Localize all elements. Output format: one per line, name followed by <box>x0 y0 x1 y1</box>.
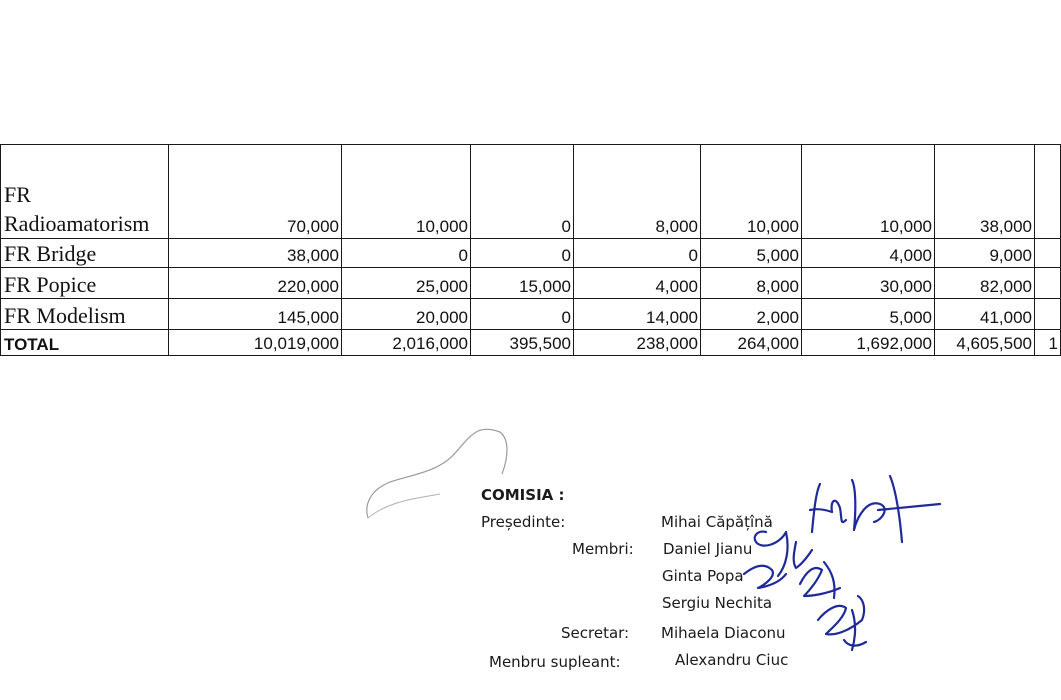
table-cell: 0 <box>342 239 471 268</box>
table-cell <box>1035 145 1061 239</box>
president-role: Președinte: <box>481 513 566 531</box>
member-name: Ginta Popa <box>662 567 744 585</box>
table-cell: 0 <box>574 239 701 268</box>
table-cell <box>1035 239 1061 268</box>
table-cell: 220,000 <box>169 268 342 299</box>
table-cell: 10,000 <box>802 145 935 239</box>
table-cell <box>1035 299 1061 330</box>
table-cell: 1 <box>1035 330 1061 356</box>
table-cell: 10,000 <box>701 145 802 239</box>
table-cell: 30,000 <box>802 268 935 299</box>
table-row <box>1 145 1061 239</box>
table-row <box>1 299 1061 330</box>
table-cell: 2,016,000 <box>342 330 471 356</box>
table-cell: 8,000 <box>701 268 802 299</box>
substitute-role: Menbru supleant: <box>489 653 621 671</box>
table-cell: 2,000 <box>701 299 802 330</box>
table-cell: 25,000 <box>342 268 471 299</box>
table-cell: 145,000 <box>169 299 342 330</box>
table-row <box>1 239 1061 268</box>
table-cell: 0 <box>471 299 574 330</box>
table-cell: 15,000 <box>471 268 574 299</box>
member-name: Daniel Jianu <box>663 540 753 558</box>
president-name: Mihai Căpățînă <box>661 513 773 531</box>
secretary-name: Mihaela Diaconu <box>661 624 786 642</box>
pencil-mark <box>360 410 520 530</box>
table-cell: 38,000 <box>169 239 342 268</box>
table-cell: 395,500 <box>471 330 574 356</box>
table-cell: 238,000 <box>574 330 701 356</box>
table-cell: 14,000 <box>574 299 701 330</box>
table-cell: 4,605,500 <box>935 330 1035 356</box>
handwritten-signatures <box>740 470 950 670</box>
row-label: FR Modelism <box>1 299 169 330</box>
table-cell: 0 <box>471 145 574 239</box>
table-cell: 264,000 <box>701 330 802 356</box>
table-cell: 70,000 <box>169 145 342 239</box>
row-label: FR Bridge <box>1 239 169 268</box>
table-cell: 5,000 <box>802 299 935 330</box>
table-cell: 5,000 <box>701 239 802 268</box>
table-cell: 10,019,000 <box>169 330 342 356</box>
table-cell: 9,000 <box>935 239 1035 268</box>
member-name: Sergiu Nechita <box>662 594 773 612</box>
table-cell <box>1035 268 1061 299</box>
table-cell: 4,000 <box>574 268 701 299</box>
row-label: TOTAL <box>1 330 169 356</box>
budget-table <box>0 144 1061 356</box>
row-label: FR Radioamatorism <box>1 145 169 239</box>
table-row <box>1 268 1061 299</box>
table-cell: 41,000 <box>935 299 1035 330</box>
commission-title: COMISIA : <box>481 486 565 504</box>
secretary-role: Secretar: <box>561 624 630 642</box>
table-cell: 8,000 <box>574 145 701 239</box>
members-role: Membri: <box>572 540 634 558</box>
table-cell: 82,000 <box>935 268 1035 299</box>
row-label: FR Popice <box>1 268 169 299</box>
substitute-name: Alexandru Ciuc <box>675 651 789 669</box>
table-cell: 4,000 <box>802 239 935 268</box>
table-cell: 1,692,000 <box>802 330 935 356</box>
table-cell: 10,000 <box>342 145 471 239</box>
table-row-total <box>1 330 1061 356</box>
table-cell: 20,000 <box>342 299 471 330</box>
table-cell: 0 <box>471 239 574 268</box>
table-cell: 38,000 <box>935 145 1035 239</box>
